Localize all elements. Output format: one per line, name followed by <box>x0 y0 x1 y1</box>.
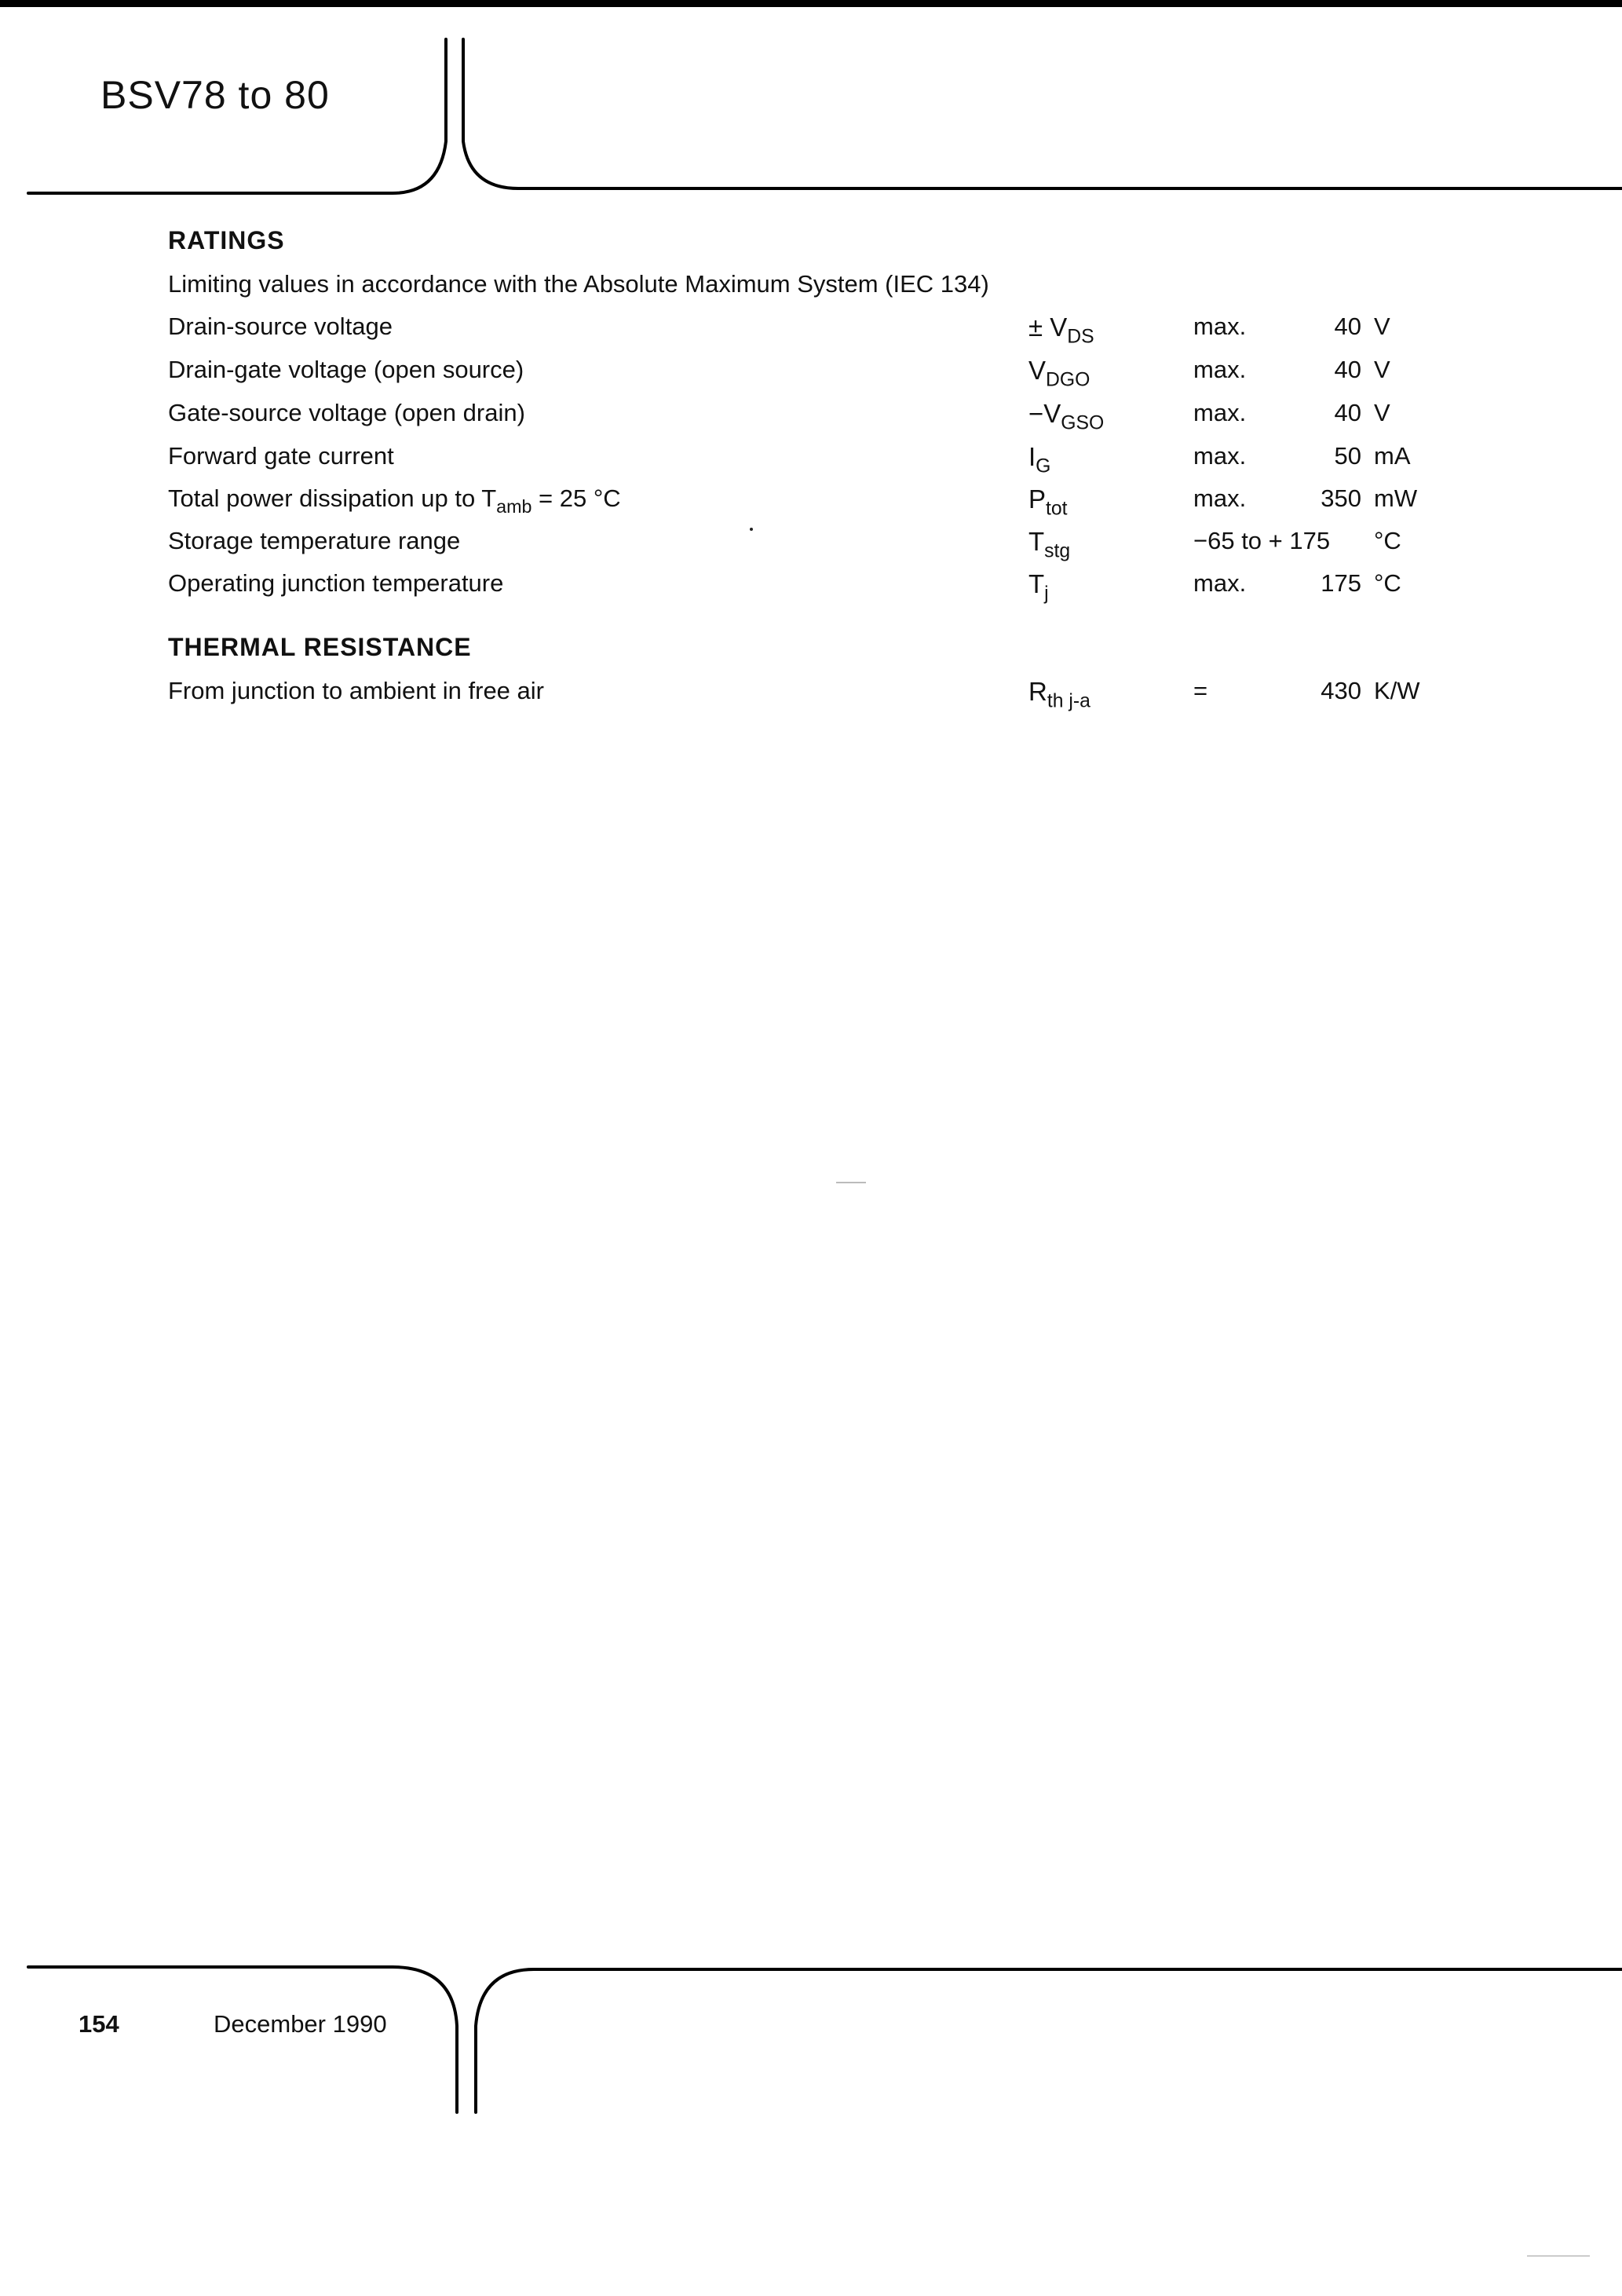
parameter-name: Total power dissipation up to $T_{amb} = 25$ °C <box>168 484 621 517</box>
qualifier: max. <box>1193 313 1247 340</box>
parameter-symbol: $I_G$ <box>1028 442 1051 477</box>
rating-row <box>0 442 1622 481</box>
qualifier: max. <box>1193 442 1247 470</box>
parameter-name: Drain-source voltage <box>168 313 393 340</box>
value-range: −65 to + 175 <box>1193 527 1331 554</box>
value: 350 <box>1321 484 1361 512</box>
value: 40 <box>1334 399 1361 426</box>
rating-row <box>0 484 1622 524</box>
unit: °C <box>1374 569 1401 597</box>
ratings-intro: Limiting values in accordance with the Absolute Maximum System (IEC 134) <box>168 270 989 298</box>
qualifier: max. <box>1193 484 1247 512</box>
unit: mA <box>1374 442 1411 470</box>
unit: V <box>1374 399 1390 426</box>
parameter-symbol: $P_{tot}$ <box>1028 484 1068 520</box>
parameter-symbol: $-V_{GSO}$ <box>1028 399 1105 434</box>
unit: °C <box>1374 527 1401 554</box>
parameter-name: Gate-source voltage (open drain) <box>168 399 525 426</box>
unit: V <box>1374 313 1390 340</box>
qualifier: max. <box>1193 399 1247 426</box>
parameter-name: Forward gate current <box>168 442 394 470</box>
unit: K/W <box>1374 677 1420 704</box>
rating-row <box>0 399 1622 438</box>
scan-speck <box>836 1182 866 1183</box>
rating-row <box>0 527 1622 566</box>
parameter-name: Operating junction temperature <box>168 569 504 597</box>
thermal-row <box>0 677 1622 716</box>
thermal-heading: THERMAL RESISTANCE <box>168 633 472 661</box>
qualifier: max. <box>1193 356 1247 383</box>
value: 430 <box>1321 677 1361 704</box>
document-title: BSV78 to 80 <box>100 73 330 117</box>
qualifier: = <box>1193 677 1208 704</box>
page-number: 154 <box>79 2010 119 2038</box>
parameter-name: Drain-gate voltage (open source) <box>168 356 524 383</box>
parameter-symbol: $T_{stg}$ <box>1028 527 1071 562</box>
parameter-name: From junction to ambient in free air <box>168 677 544 704</box>
ratings-heading: RATINGS <box>168 226 285 254</box>
rating-row <box>0 569 1622 609</box>
qualifier: max. <box>1193 569 1247 597</box>
unit: mW <box>1374 484 1418 512</box>
scan-speck <box>1527 2255 1590 2257</box>
unit: V <box>1374 356 1390 383</box>
parameter-name: Storage temperature range <box>168 527 461 554</box>
parameter-symbol: $R_{th j-a}$ <box>1028 677 1090 712</box>
value: 175 <box>1321 569 1361 597</box>
rating-row <box>0 313 1622 352</box>
parameter-symbol: $T_j$ <box>1028 569 1049 605</box>
rating-row <box>0 356 1622 395</box>
parameter-symbol: $V_{DGO}$ <box>1028 356 1090 391</box>
value: 40 <box>1334 313 1361 340</box>
value: 40 <box>1334 356 1361 383</box>
value: 50 <box>1334 442 1361 470</box>
parameter-symbol: ± $V_{DS}$ <box>1028 313 1094 348</box>
scan-speck <box>750 528 753 531</box>
publication-date: December 1990 <box>214 2010 387 2038</box>
